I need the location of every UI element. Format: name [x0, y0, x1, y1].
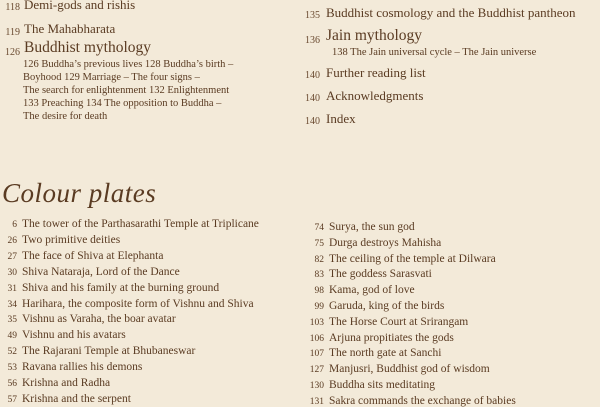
plate-title: Manjusri, Buddhist god of wisdom: [329, 363, 490, 376]
page-number: 119: [5, 27, 20, 38]
plate-row: [306, 363, 490, 375]
contents-entry: Further reading list: [326, 65, 426, 80]
plate-title: The goddess Sarasvati: [329, 268, 432, 281]
plate-row: [0, 266, 180, 278]
plate-title: Sakra commands the exchange of babies: [329, 394, 516, 407]
plate-row: [0, 298, 254, 310]
plate-row: [306, 268, 432, 280]
plate-title: Harihara, the composite form of Vishnu and Shiva: [22, 297, 254, 310]
section-heading: Colour plates: [2, 178, 157, 208]
plate-row: [306, 395, 516, 407]
plate-page-number: 31: [7, 283, 17, 294]
page-number: 140: [305, 70, 320, 81]
plate-title: The tower of the Parthasarathi Temple at Triplicane: [22, 218, 259, 230]
page-number: 118: [5, 2, 20, 13]
plate-title: Buddha sits meditating: [329, 379, 436, 391]
plate-row: [306, 332, 454, 344]
page-number: 136: [305, 35, 320, 46]
plate-title: Arjuna propitiates the gods: [329, 331, 454, 344]
plate-title: The Rajarani Temple at Bhubaneswar: [22, 345, 196, 358]
plate-row: [0, 361, 142, 373]
plate-page-number: 103: [309, 317, 324, 328]
plate-title: The north gate at Sanchi: [329, 347, 442, 360]
plate-row: [0, 345, 195, 357]
plate-page-number: 27: [7, 251, 17, 262]
plate-page-number: 34: [7, 299, 17, 310]
plate-row: [306, 347, 441, 359]
plate-page-number: 56: [7, 379, 17, 389]
plate-title: Durga destroys Mahisha: [329, 236, 442, 249]
plate-page-number: 49: [7, 331, 17, 342]
plate-page-number: 131: [309, 396, 324, 407]
contents-entry: Buddhist mythology: [24, 39, 152, 56]
subentry-line: 138 The Jain universal cycle – The Jain universe: [332, 47, 537, 58]
plate-row: [0, 329, 126, 341]
plate-page-number: 57: [7, 394, 17, 405]
plate-title: The face of Shiva at Elephanta: [22, 249, 164, 262]
subentry-line: Boyhood 129 Marriage – The four signs –: [23, 72, 200, 83]
plate-title: Two primitive deities: [22, 233, 121, 246]
plate-title: Krishna and the serpent: [22, 392, 131, 405]
plate-page-number: 30: [7, 267, 17, 278]
subentry-line: 133 Preaching 134 The opposition to Buddha –: [23, 98, 222, 109]
plate-title: Kama, god of love: [329, 284, 415, 297]
contents-entry: Demi-gods and rishis: [24, 0, 136, 12]
page-number: 135: [305, 10, 320, 21]
plate-title: The ceiling of the temple at Dilwara: [329, 252, 496, 265]
plate-row: [306, 221, 415, 233]
contents-entry: Buddhist cosmology and the Buddhist pantheon: [326, 5, 576, 20]
plate-page-number: 130: [309, 381, 324, 391]
plate-row: [306, 237, 441, 249]
contents-entry: The Mahabharata: [24, 21, 116, 36]
plate-row: [306, 379, 435, 391]
contents-entry: Index: [326, 111, 356, 126]
plate-row: [0, 313, 176, 325]
subentry-line: The desire for death: [23, 111, 108, 122]
subentry-line: 126 Buddha’s previous lives 128 Buddha’s birth –: [23, 59, 234, 70]
contents-entry: Acknowledgments: [326, 88, 424, 103]
plate-page-number: 83: [314, 270, 324, 281]
plate-page-number: 26: [7, 235, 17, 246]
page-number: 140: [305, 116, 320, 127]
plate-page-number: 106: [309, 333, 324, 344]
plate-row: [306, 300, 444, 312]
plate-page-number: 127: [309, 365, 324, 376]
plate-row: [0, 393, 131, 405]
plate-page-number: 99: [314, 302, 324, 312]
plate-row: [306, 253, 496, 265]
plate-title: Krishna and Radha: [22, 377, 111, 389]
plate-title: The Horse Court at Srirangam: [329, 315, 469, 328]
plate-page-number: 75: [314, 238, 324, 249]
plate-row: [0, 218, 259, 230]
plate-page-number: 74: [314, 223, 324, 233]
plate-row: [0, 250, 163, 262]
plate-title: Vishnu and his avatars: [22, 329, 126, 342]
plate-page-number: 107: [309, 349, 324, 360]
plate-page-number: 6: [12, 220, 17, 230]
plate-row: [306, 284, 415, 296]
plate-title: Shiva and his family at the burning ground: [22, 281, 220, 294]
contents-entry: Jain mythology: [326, 27, 423, 44]
plate-title: Vishnu as Varaha, the boar avatar: [22, 313, 176, 326]
plate-row: [306, 316, 468, 328]
page-number: 126: [5, 47, 20, 58]
plate-row: [0, 282, 219, 294]
plate-row: [0, 234, 120, 246]
plate-page-number: 98: [314, 286, 324, 297]
plate-title: Surya, the sun god: [329, 221, 415, 233]
plate-title: Garuda, king of the birds: [329, 300, 445, 312]
plate-page-number: 35: [7, 315, 17, 326]
plate-page-number: 53: [7, 363, 17, 374]
plate-page-number: 52: [7, 347, 17, 358]
plate-title: Ravana rallies his demons: [22, 361, 143, 374]
subentry-line: The search for enlightenment 132 Enlightenment: [23, 85, 230, 96]
page-number: 140: [305, 93, 320, 104]
plate-page-number: 82: [314, 254, 324, 265]
plate-title: Shiva Nataraja, Lord of the Dance: [22, 265, 180, 278]
plate-row: [0, 377, 110, 389]
